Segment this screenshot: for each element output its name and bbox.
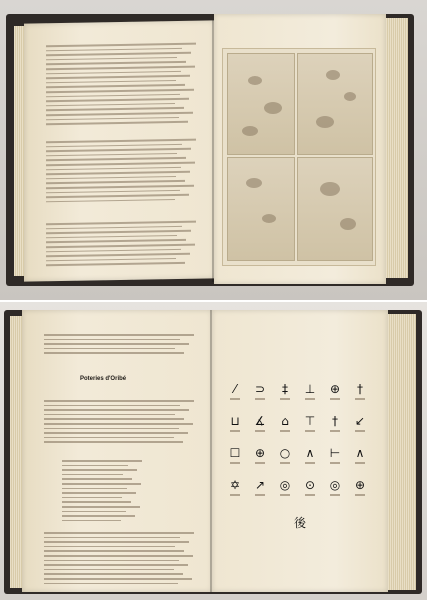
text-line <box>46 176 176 180</box>
text-line <box>46 43 196 47</box>
text-line <box>62 474 123 476</box>
text-line <box>62 501 131 503</box>
text-line <box>44 550 184 552</box>
text-line <box>46 180 185 184</box>
section-title: Poteries d'Oribé <box>80 376 127 382</box>
text-line <box>62 506 140 508</box>
text-line <box>46 221 196 225</box>
text-line <box>46 103 175 107</box>
figure-mark <box>248 76 262 85</box>
potter-mark-icon: ↗ <box>254 478 266 492</box>
mark-caption <box>280 398 290 400</box>
page-stack-right <box>386 314 416 590</box>
text-line <box>46 239 186 243</box>
text-line <box>46 107 184 111</box>
text-line <box>44 583 178 585</box>
text-line <box>46 244 195 248</box>
text-line <box>46 235 177 239</box>
mark-caption <box>255 462 265 464</box>
text-line <box>44 418 184 420</box>
text-line <box>46 262 185 266</box>
text-line <box>46 167 181 171</box>
text-line <box>46 71 181 75</box>
text-line <box>46 52 191 56</box>
text-line <box>46 143 182 147</box>
text-line <box>44 405 180 407</box>
text-line <box>62 497 122 499</box>
potter-mark-icon: ◎ <box>329 478 341 492</box>
figure-mark <box>326 70 340 80</box>
text-line <box>46 139 196 143</box>
text-line <box>62 465 128 467</box>
text-line <box>46 258 176 262</box>
mark-caption <box>305 430 315 432</box>
text-line <box>46 225 182 229</box>
painting-panel <box>297 53 373 155</box>
potter-mark-icon: ∧ <box>355 446 365 460</box>
text-line <box>44 400 194 402</box>
text-line <box>44 343 189 345</box>
potter-mark-icon: ∧ <box>305 446 315 460</box>
potter-mark-icon: † <box>332 414 338 428</box>
text-line <box>44 339 180 341</box>
text-line <box>62 478 132 480</box>
text-line <box>46 249 181 253</box>
mark-caption <box>305 398 315 400</box>
potter-mark-icon: ∡ <box>254 414 266 428</box>
text-line <box>46 75 190 79</box>
text-line <box>46 162 195 166</box>
potter-mark-icon: ⊙ <box>304 478 316 492</box>
potter-mark-icon: ◎ <box>279 478 291 492</box>
mark-caption <box>330 494 340 496</box>
mark-caption <box>305 462 315 464</box>
text-line <box>46 148 191 152</box>
text-line <box>62 483 141 485</box>
figure-mark <box>316 116 334 128</box>
mark-caption <box>355 494 365 496</box>
mark-caption <box>255 430 265 432</box>
potter-mark-icon: ⊕ <box>354 478 366 492</box>
mark-caption <box>355 462 365 464</box>
potter-mark-icon: ↙ <box>354 414 366 428</box>
text-line <box>46 47 182 51</box>
text-line <box>62 469 137 471</box>
figure-mark <box>246 178 262 188</box>
text-line <box>44 564 188 566</box>
text-line <box>44 348 175 350</box>
mark-caption <box>280 494 290 496</box>
text-line <box>46 94 180 98</box>
text-line <box>46 89 194 93</box>
figure-mark <box>264 102 282 114</box>
running-header <box>54 29 194 31</box>
text-line <box>44 352 184 354</box>
text-line <box>46 61 186 65</box>
painting-panel <box>227 53 295 155</box>
mark-caption <box>230 462 240 464</box>
mark-caption <box>255 398 265 400</box>
painting-panel <box>297 157 373 261</box>
top-left-page <box>24 20 214 281</box>
potter-mark-icon: ✡ <box>229 478 241 492</box>
mark-caption <box>255 494 265 496</box>
text-line <box>46 57 177 61</box>
text-line <box>62 460 142 462</box>
text-line <box>44 569 174 571</box>
text-line <box>44 555 193 557</box>
text-line <box>46 190 180 194</box>
mark-caption <box>330 398 340 400</box>
text-line <box>46 253 190 257</box>
text-line <box>46 194 189 198</box>
text-line <box>46 185 194 189</box>
mark-caption <box>355 398 365 400</box>
text-line <box>62 492 136 494</box>
text-line <box>62 515 135 517</box>
mark-caption <box>305 494 315 496</box>
mark-caption <box>230 430 240 432</box>
potter-mark-icon: ‡ <box>282 382 288 396</box>
text-line <box>44 560 179 562</box>
text-line <box>46 98 189 102</box>
text-line <box>44 334 194 336</box>
potter-mark-icon: ⊔ <box>230 414 240 428</box>
potter-mark-icon: ⁄ <box>233 382 236 396</box>
text-line <box>44 423 193 425</box>
text-line <box>46 84 185 88</box>
bottom-left-page <box>22 310 212 592</box>
text-line <box>44 414 175 416</box>
text-line <box>46 157 186 161</box>
mark-caption <box>280 462 290 464</box>
text-line <box>46 199 175 203</box>
text-line <box>44 541 189 543</box>
text-line <box>46 66 195 70</box>
potter-mark-icon: ☐ <box>229 446 241 460</box>
seal-mark-icon: 後 <box>293 516 306 530</box>
text-line <box>44 437 174 439</box>
illustration-plate <box>222 48 376 266</box>
text-line <box>44 546 175 548</box>
potter-mark-icon: ⊥ <box>304 382 316 396</box>
potter-mark-icon: ○ <box>279 446 291 460</box>
text-line <box>44 537 180 539</box>
potter-mark-icon: ⊕ <box>329 382 341 396</box>
text-line <box>44 441 183 443</box>
mark-caption <box>230 398 240 400</box>
bottom-right-page <box>212 310 388 592</box>
potter-mark-icon: ⌂ <box>281 414 289 428</box>
text-line <box>44 432 188 434</box>
mark-caption <box>330 430 340 432</box>
text-line <box>46 230 191 234</box>
figure-mark <box>344 92 356 101</box>
bottom-book-photo <box>0 302 427 600</box>
text-line <box>44 573 183 575</box>
potter-mark-icon: ⊢ <box>329 446 341 460</box>
potter-mark-icon: † <box>357 382 363 396</box>
figure-mark <box>242 126 258 136</box>
mark-caption <box>280 430 290 432</box>
text-line <box>44 409 189 411</box>
text-line <box>44 428 179 430</box>
text-line <box>46 112 193 116</box>
text-line <box>46 121 188 125</box>
text-line <box>46 80 176 84</box>
text-line <box>46 171 190 175</box>
mark-caption <box>355 430 365 432</box>
text-line <box>62 511 126 513</box>
figure-mark <box>262 214 276 223</box>
top-right-page <box>214 14 386 284</box>
figure-mark <box>320 182 340 196</box>
figure-mark <box>340 218 356 230</box>
potter-mark-icon: ⊤ <box>304 414 316 428</box>
text-line <box>62 488 127 490</box>
text-line <box>46 153 177 157</box>
painting-panel <box>227 157 295 261</box>
potter-mark-icon: ⊕ <box>254 446 266 460</box>
mark-caption <box>330 462 340 464</box>
potter-mark-icon: ⊃ <box>254 382 266 396</box>
text-line <box>46 117 179 121</box>
text-line <box>62 520 121 522</box>
mark-caption <box>230 494 240 496</box>
text-line <box>44 578 192 580</box>
text-line <box>44 532 194 534</box>
